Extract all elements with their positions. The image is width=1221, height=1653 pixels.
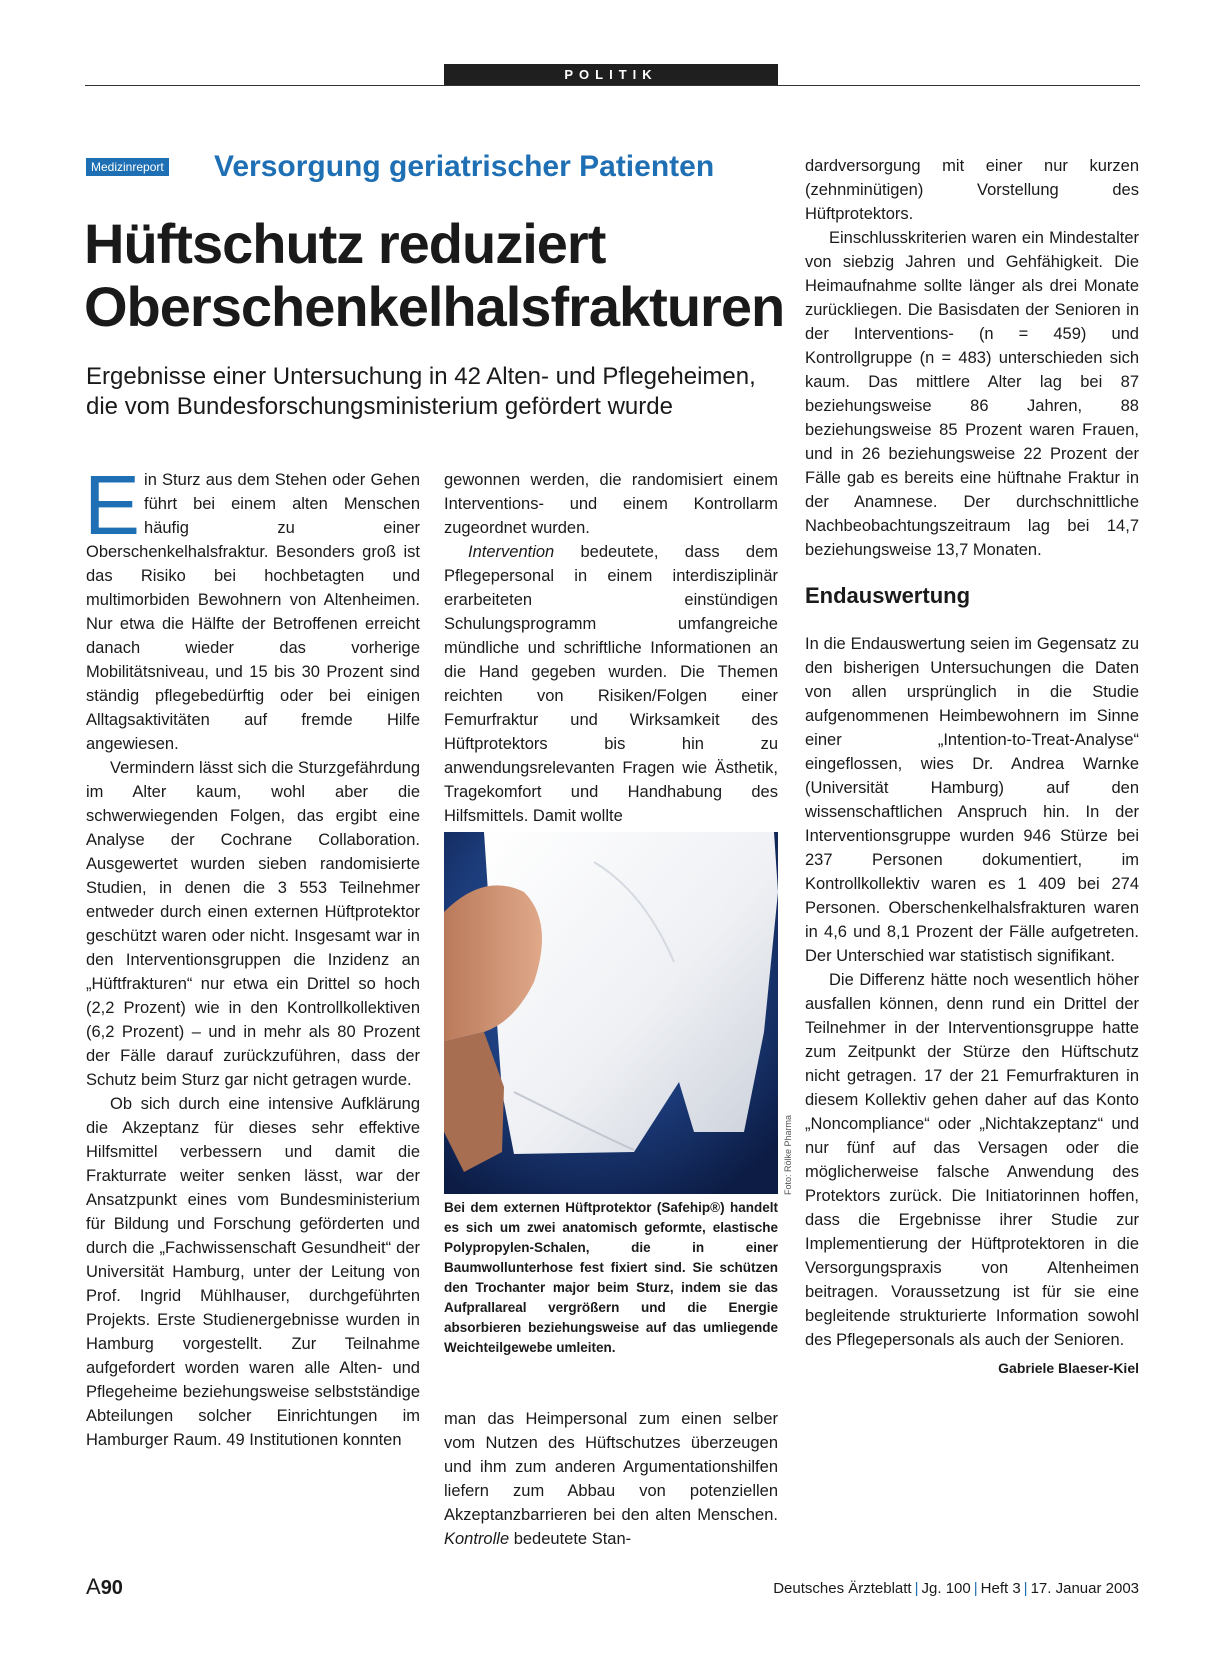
section-banner: POLITIK [444,64,778,85]
section-heading: Endauswertung [805,583,971,608]
photo-caption: Bei dem externen Hüftprotektor (Safehip®) handelt es sich um zwei anatomisch geformte, elastische Polypropylen-Schalen, die in einer Baumwollunterhose fest fixiert sind. Sie schützen den Trochanter major beim Sturz, indem sie das Aufprallareal vergrößern und die Energie absorbieren beziehungsweise auf das umliegende Weichteilgewebe umleiten. [444,1200,778,1355]
page-prefix: A [86,1574,101,1599]
subhead-line-1: Ergebnisse einer Untersuchung in 42 Alten- und Pflegeheimen, [86,363,756,390]
paragraph-text: man das Heimpersonal zum einen selber vom Nutzen des Hüftschutzes überzeugen und ihm zum anderen Argumentationshilfen liefern zum Abbau von potenziellen Akzeptanzbarrieren bei den alten Menschen. [444,1410,778,1524]
paragraph [84,458,420,756]
headline-line-1: Hüftschutz reduziert [84,212,606,275]
paragraph-text: in Sturz aus dem Stehen oder Gehen führt bei einem alten Menschen häufig zu einer Oberschenkelhalsfraktur. Besonders groß ist das Risiko bei hochbetagten und multimorbiden Bewohnern von Altenheimen. Nur etwa die Hälfte der Betroffenen erreicht danach wieder das vorherige Mobilitätsniveau, und 15 bis 30 Prozent sind ständig pflegebedürftig oder bei einigen Alltagsaktivitäten auf fremde Hilfe angewiesen. [86,471,420,753]
paragraph [444,1407,778,1551]
emphasis-intervention: Intervention [468,543,555,561]
hip-protector-photo [444,832,778,1194]
emphasis-kontrolle: Kontrolle [444,1530,510,1548]
separator: | [914,1580,919,1597]
paragraph: Einschlusskriterien waren ein Mindestalter von siebzig Jahren und Gehfähigkeit. Die Heimaufnahme sollte länger als drei Monate zurückliegen. Die Basisdaten der Senioren in der Interventions- (n = 459) und Kontrollgruppe (n = 483) unterschieden sich kaum. Das mittlere Alter lag bei 87 beziehungsweise 86 Jahren, 88 beziehungsweise 85 Prozent waren Frauen, und in 26 beziehungsweise 22 Prozent der Fälle gab es bereits eine hüftnahe Fraktur in der Anamnese. Der durchschnittliche Nachbeobachtungszeitraum lag bei 14,7 beziehungsweise 13,7 Monaten. [805,229,1139,559]
column-2-top [444,468,778,828]
drop-cap: E [84,458,141,552]
paragraph: Vermindern lässt sich die Sturzgefährdung im Alter kaum, wohl aber die schwerwiegenden Folgen, das ergibt eine Analyse der Cochrane Collaboration. Ausgewertet wurden sieben randomisierte Studien, in denen die 3 553 Teilnehmer entweder durch einen externen Hüftprotektor geschützt waren oder nicht. Insgesamt war in den Interventionsgruppen die Inzidenz an „Hüftfrakturen“ nur etwa ein Drittel so hoch (2,2 Prozent) wie in den Kontrollkollektiven (6,2 Prozent) – und in mehr als 80 Prozent der Fälle darauf zurückzuführen, dass der Schutz beim Sturz gar nicht getragen wurde. [86,759,421,1089]
category-badge: Medizinreport [86,158,169,176]
paragraph [805,968,1139,1376]
page-number [86,1574,123,1600]
journal-volume: Jg. 100 [921,1580,971,1597]
column-3 [805,154,1139,1380]
paragraph: dardversorgung mit einer nur kurzen (zehnminütigen) Vorstellung des Hüftprotektors. [805,157,1139,223]
journal-name: Deutsches Ärzteblatt [773,1580,912,1597]
journal-date: 17. Januar 2003 [1030,1580,1139,1597]
article-subhead [86,362,786,422]
journal-issue: Heft 3 [980,1580,1021,1597]
journal-info [773,1580,1139,1597]
column-2-bottom [444,1407,778,1551]
paragraph [444,540,778,828]
author-byline: Gabriele Blaeser-Kiel [998,1360,1139,1376]
article-headline [84,212,784,338]
photo-illustration [444,832,778,1194]
subhead-line-2: die vom Bundesforschungsministerium gefördert wurde [86,393,673,420]
headline-line-2: Oberschenkelhalsfrakturen [84,275,785,338]
photo-credit: Foto: Rölke Pharma [783,1114,793,1195]
separator: | [1023,1580,1028,1597]
separator: | [973,1580,978,1597]
column-1 [84,458,421,1452]
paragraph-text: bedeutete, dass dem Pflegepersonal in einem interdisziplinär erarbeiteten einstündigen Schulungsprogramm umfangreiche mündliche und schriftliche Informationen an die Hand gegeben wurden. Die Themen reichten von Risiken/Folgen einer Femurfraktur und Wirksamkeit des Hüftprotektors bis hin zu anwendungsrelevanten Fragen wie Ästhetik, Tragekomfort und Handhabung des Hilfsmittels. Damit wollte [444,543,778,825]
paragraph: In die Endauswertung seien im Gegensatz zu den bisherigen Untersuchungen die Daten von allen ursprünglich in die Studie aufgenommenen Heimbewohnern im Sinne einer „Intention-to-Treat-Analyse“ eingeflossen, wies Dr. Andrea Warnke (Universität Hamburg) auf den wissenschaftlichen Anspruch hin. In der Interventionsgruppe wurden 946 Stürze bei 237 Personen dokumentiert, im Kontrollkollektiv waren es 1 409 bei 274 Personen. Oberschenkelhalsfrakturen waren in 4,6 und 8,1 Prozent der Fälle aufgetreten. Der Unterschied war statistisch signifikant. [805,635,1139,965]
paragraph-text: bedeutete Stan- [509,1530,632,1548]
article-kicker: Versorgung geriatrischer Patienten [214,150,715,183]
paragraph: Ob sich durch eine intensive Aufklärung die Akzeptanz für dieses sehr effektive Hilfsmittel verbessern und damit die Frakturrate weiter senken lässt, war der Ansatzpunkt eines vom Bundesministerium für Bildung und Forschung geförderten und durch die „Fachwissenschaft Gesundheit“ der Universität Hamburg, unter der Leitung von Prof. Ingrid Mühlhauser, durchgeführten Projekts. Erste Studienergebnisse wurden in Hamburg vorgestellt. Zur Teilnahme aufgefordert worden waren alle Alten- und Pflegeheime beziehungsweise selbstständige Abteilungen solcher Einrichtungen im Hamburger Raum. 49 Institutionen konnten [86,1095,420,1449]
page-number-value: 90 [100,1577,123,1599]
header-rule [85,85,1140,86]
paragraph: gewonnen werden, die randomisiert einem Interventions- und einem Kontrollarm zugeordnet wurden. [444,471,778,537]
paragraph-text: Die Differenz hätte noch wesentlich höher ausfallen können, denn rund ein Drittel der Teilnehmer in der Interventionsgruppe hatte zum Zeitpunkt der Stürze den Hüftschutz nicht getragen. 17 der 21 Femurfrakturen in diesem Kollektiv gehen daher auf das Konto „Noncompliance“ oder „Nichtakzeptanz“ und nur fünf auf das Versagen oder die möglicherweise falsche Anwendung des Protektors zurück. Die Initiatorinnen hoffen, dass die Ergebnisse ihrer Studie zur Implementierung der Hüftprotektoren in die Versorgungspraxis von Altenheimen beitragen. Voraussetzung ist für sie eine begleitende strukturierte Information sowohl des Pflegepersonals als auch der Senioren. [805,971,1139,1349]
